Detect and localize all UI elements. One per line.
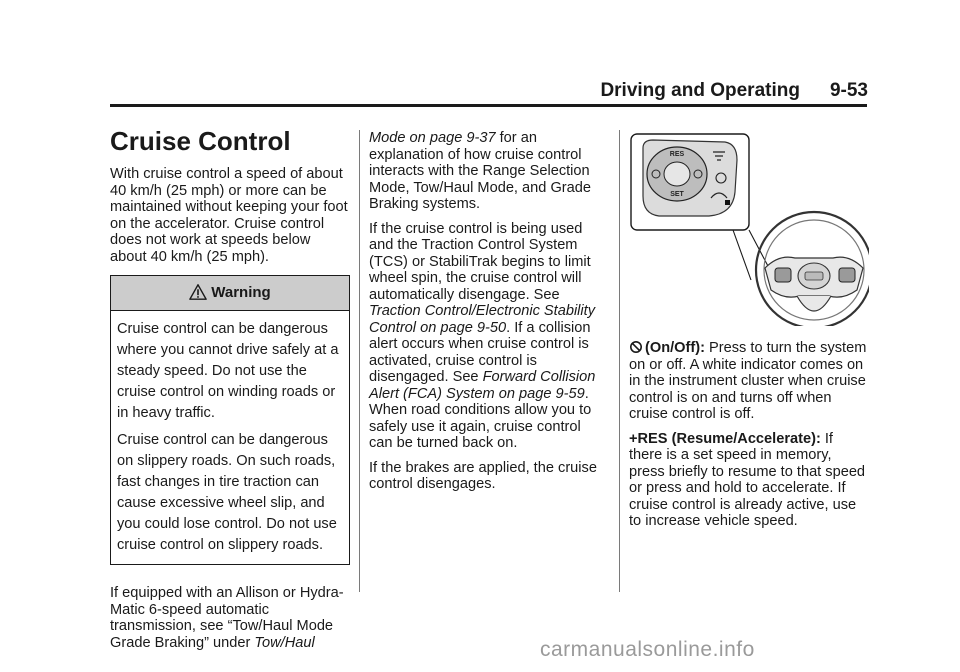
steering-wheel-figure: [629, 130, 869, 326]
figure-set-label: SET: [670, 191, 684, 198]
warning-triangle-icon: [189, 283, 207, 301]
tow-haul-page-reference: Mode on page 9-37: [369, 130, 496, 146]
section-title: Driving and Operating: [600, 80, 800, 101]
intro-paragraph: With cruise control a speed of about 40 km/h (25 mph) or more can be maintained without keeping your foot on the accelerator. Cruise control does not work at speeds below about 40 km/h (25 mph).: [110, 166, 348, 265]
header-rule: [110, 104, 867, 107]
brakes-paragraph: If the brakes are applied, the cruise control disengages.: [369, 459, 597, 492]
range-selection-paragraph: Mode on page 9-37 for an explanation of how cruise control interacts with the Range Selection Mode, Tow/Haul Mode, and Grade Braking systems.: [369, 130, 592, 212]
traction-paragraph: If the cruise control is being used and the Traction Control System (TCS) or StabiliTrak begins to limit wheel spin, the cruise control will automatically disengage. See Traction Control/Electronic Stability Control on page 9-50. If a collision alert occurs when cruise control is activated, cruise control is disengaged. See Forward Collision Alert (FCA) System on page 9-59. When road conditions allow you to safely use it again, cruise control can be turned back on.: [369, 220, 596, 451]
on-off-paragraph: (On/Off): Press to turn the system on or off. A white indicator comes on in the instrument cluster when cruise control is on and turns off when cruise control is off.: [629, 340, 867, 422]
forward-collision-reference: Forward Collision Alert (FCA) System on page 9-59: [369, 369, 596, 402]
column-divider-1: [359, 130, 360, 592]
resume-paragraph: +RES (Resume/Accelerate): If there is a set speed in memory, press briefly to resume to that speed or press and hold to accelerate. If cruise control is already active, use to increase vehicle speed.: [629, 430, 866, 529]
resume-term: +RES (Resume/Accelerate):: [629, 430, 821, 447]
warning-paragraph-1: Cruise control can be dangerous where you cannot drive safely at a steady speed. Do not use the cruise control on winding roads or in heavy traffic.: [117, 321, 339, 421]
warning-box: [110, 275, 350, 565]
warning-header: [111, 276, 349, 311]
warning-body: [111, 311, 349, 564]
warning-label: Warning: [211, 284, 271, 301]
column-1: [110, 126, 350, 659]
tow-haul-reference: Tow/Haul: [254, 634, 315, 651]
watermark: carmanualsonline.info: [540, 638, 755, 661]
on-off-term: (On/Off):: [645, 340, 705, 356]
figure-res-label: RES: [669, 151, 685, 158]
cruise-on-off-icon: [629, 340, 643, 354]
page-number: 9-53: [829, 80, 868, 101]
column-divider-2: [619, 130, 620, 592]
allison-paragraph: If equipped with an Allison or Hydra-Matic 6-speed automatic transmission, see “Tow/Haul Mode Grade Braking” under Tow/Haul: [110, 585, 344, 651]
page-header: [560, 80, 868, 102]
traction-control-reference: Traction Control/Electronic Stability Control on page 9-50: [369, 303, 596, 336]
column-3: [629, 130, 869, 538]
column-2: [369, 130, 605, 501]
warning-paragraph-2: Cruise control can be dangerous on slippery roads. On such roads, fast changes in tire traction can cause excessive wheel slip, and you could lose control. Do not use cruise control on slippery roads.: [117, 432, 337, 553]
section-heading: Cruise Control: [110, 126, 291, 156]
steering-wheel-illustration: [629, 130, 869, 326]
